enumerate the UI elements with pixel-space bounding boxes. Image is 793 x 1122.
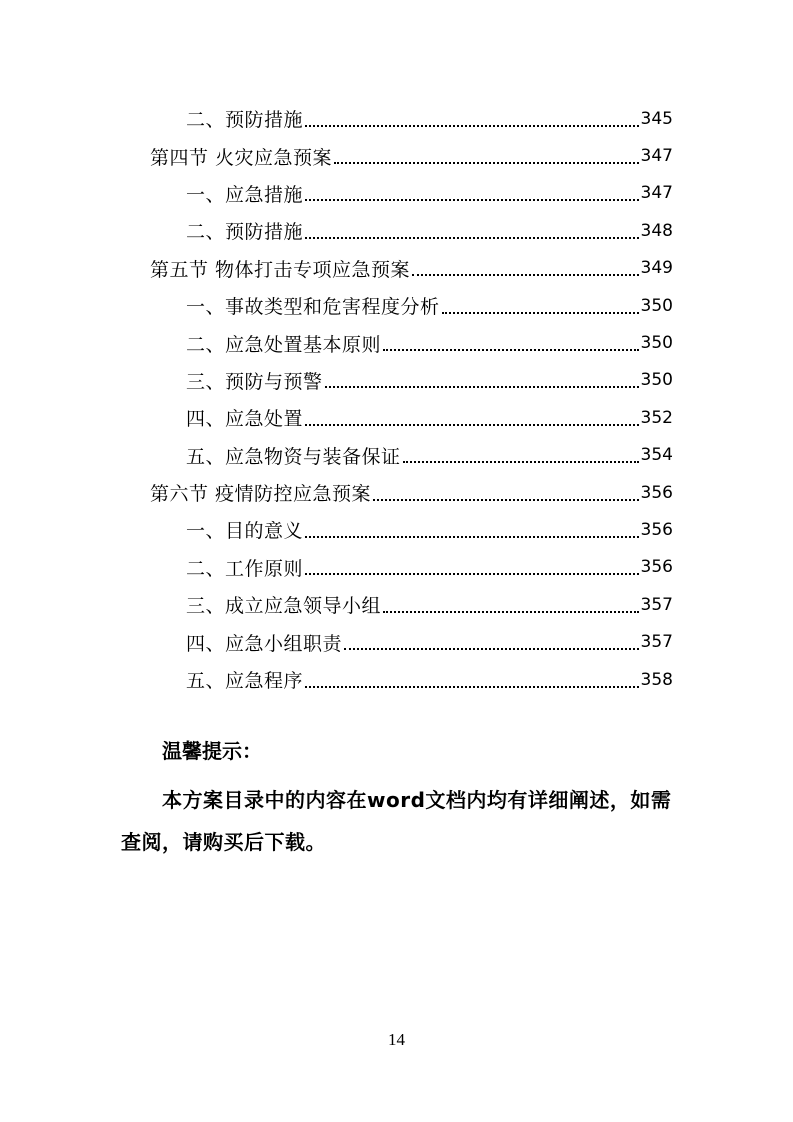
toc-entry-label: 第五节 物体打击专项应急预案 (150, 258, 411, 281)
toc-entry-label: 二、预防措施 (186, 109, 304, 132)
toc-entry-page: 350 (640, 370, 673, 391)
toc-entry-label: 一、目的意义 (186, 520, 304, 543)
toc-leader-dots (383, 349, 639, 351)
toc-entry-page: 348 (640, 220, 673, 241)
table-of-contents (0, 100, 793, 698)
tip-title: 温馨提示： (162, 739, 262, 763)
toc-section-entry[interactable] (0, 250, 793, 287)
toc-entry-label: 五、应急物资与装备保证 (186, 445, 401, 468)
toc-leader-dots (305, 199, 639, 201)
toc-entry-page: 356 (640, 519, 673, 540)
toc-entry[interactable] (0, 175, 793, 212)
toc-entry-label: 四、应急小组职责 (186, 632, 343, 655)
toc-entry-label: 三、预防与预警 (186, 370, 323, 393)
toc-leader-dots (305, 237, 639, 239)
toc-entry[interactable] (0, 511, 793, 548)
toc-leader-dots (305, 125, 639, 127)
toc-entry[interactable] (0, 324, 793, 361)
toc-entry-page: 349 (640, 258, 673, 279)
toc-entry-page: 358 (640, 669, 673, 690)
toc-entry-label: 四、应急处置 (186, 408, 304, 431)
toc-entry-label: 三、成立应急领导小组 (186, 595, 382, 618)
toc-entry[interactable] (0, 212, 793, 249)
toc-leader-dots (305, 573, 639, 575)
toc-leader-dots (344, 648, 639, 650)
toc-entry[interactable] (0, 586, 793, 623)
toc-entry[interactable] (0, 623, 793, 660)
toc-entry-label: 二、应急处置基本原则 (186, 333, 382, 356)
toc-entry[interactable] (0, 362, 793, 399)
toc-entry-label: 二、工作原则 (186, 557, 304, 580)
toc-leader-dots (412, 274, 639, 276)
toc-entry-page: 356 (640, 557, 673, 578)
toc-entry-page: 350 (640, 295, 673, 316)
toc-entry-page: 347 (640, 146, 673, 167)
toc-entry-page: 350 (640, 333, 673, 354)
toc-entry-page: 356 (640, 482, 673, 503)
toc-entry-label: 一、事故类型和危害程度分析 (186, 296, 440, 319)
toc-leader-dots (373, 499, 639, 501)
toc-leader-dots (334, 162, 639, 164)
toc-entry[interactable] (0, 100, 793, 137)
toc-section-entry[interactable] (0, 137, 793, 174)
toc-section-entry[interactable] (0, 474, 793, 511)
toc-leader-dots (442, 312, 639, 314)
toc-entry[interactable] (0, 399, 793, 436)
toc-leader-dots (383, 611, 639, 613)
toc-entry-page: 357 (640, 594, 673, 615)
toc-entry-label: 第四节 火灾应急预案 (150, 146, 333, 169)
toc-entry-label: 一、应急措施 (186, 183, 304, 206)
toc-entry-page: 347 (640, 183, 673, 204)
toc-entry-page: 345 (640, 108, 673, 129)
toc-entry-label: 二、预防措施 (186, 221, 304, 244)
toc-entry-label: 第六节 疫情防控应急预案 (150, 483, 372, 506)
toc-entry-page: 352 (640, 407, 673, 428)
toc-entry[interactable] (0, 437, 793, 474)
toc-leader-dots (305, 536, 639, 538)
toc-entry-page: 357 (640, 632, 673, 653)
toc-entry[interactable] (0, 287, 793, 324)
toc-leader-dots (403, 461, 639, 463)
toc-leader-dots (305, 686, 639, 688)
toc-entry-page: 354 (640, 445, 673, 466)
toc-entry[interactable] (0, 661, 793, 698)
toc-entry-label: 五、应急程序 (186, 670, 304, 693)
toc-leader-dots (305, 424, 639, 426)
toc-leader-dots (325, 386, 639, 388)
tip-body: 本方案目录中的内容在word文档内均有详细阐述，如需查阅，请购买后下载。 (121, 788, 672, 854)
toc-entry[interactable] (0, 549, 793, 586)
page-number: 14 (388, 1030, 405, 1049)
